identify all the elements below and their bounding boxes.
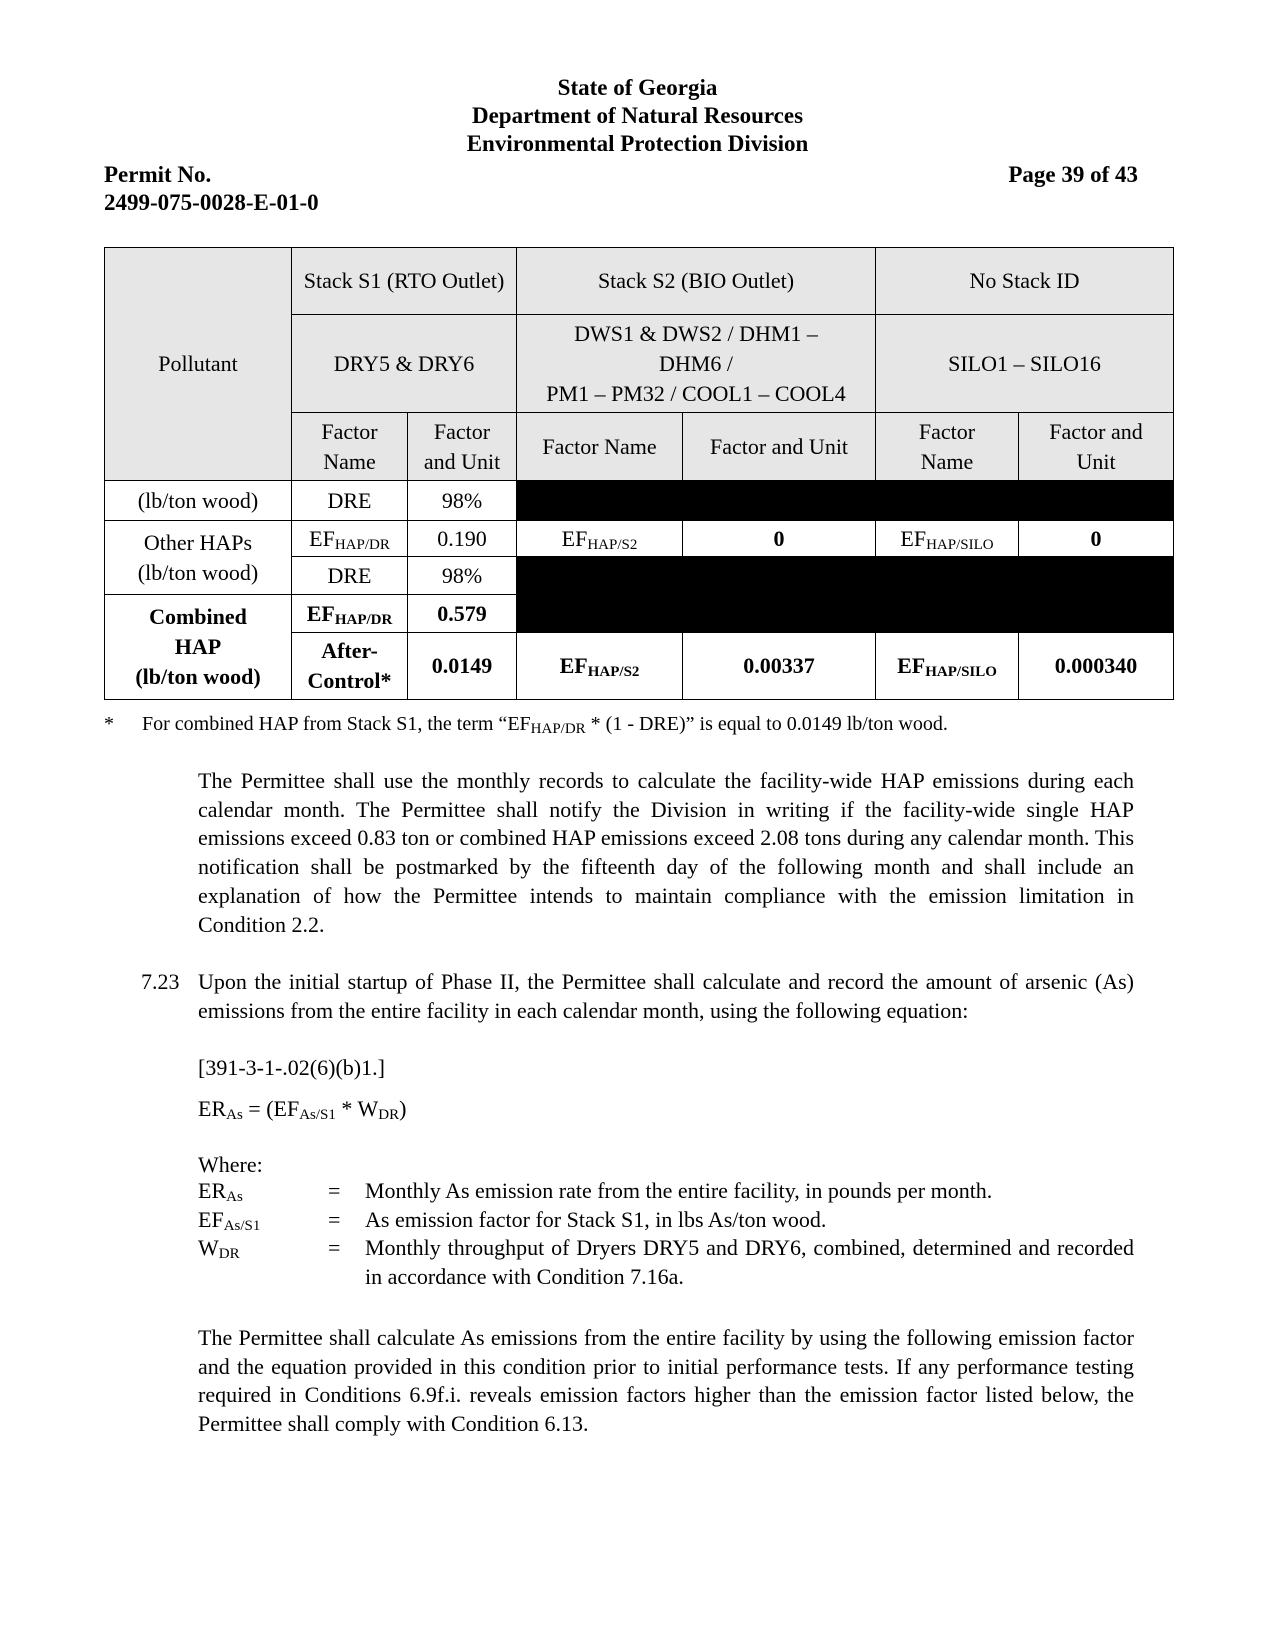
pollutant-cell <box>105 595 292 700</box>
factor-name-cell <box>876 633 1019 700</box>
variable-definition: Monthly throughput of Dryers DRY5 and DRY6, combined, determined and recorded in accordance with Condition 7.16a. <box>365 1235 1134 1289</box>
blank-cell <box>876 595 1019 633</box>
stack-s2-units-line: DHM6 / <box>659 350 733 376</box>
stack-s2-units-line: DWS1 & DWS2 / DHM1 – <box>574 320 818 346</box>
variable-definitions <box>198 1177 1134 1291</box>
factor-value-cell: 0.579 <box>408 595 517 633</box>
factor-value-cell: 98% <box>408 481 517 521</box>
page-number: Page 39 of 43 <box>1008 162 1138 187</box>
ef-subscript: HAP/DR <box>334 611 393 628</box>
symbol-text: EF <box>198 1206 224 1232</box>
footnote-text: * (1 - DRE)” is equal to 0.0149 lb/ton wood. <box>585 713 948 735</box>
stack-s2-units <box>517 315 876 413</box>
factor-value-cell: 98% <box>408 557 517 595</box>
stack-s1-units: DRY5 & DRY6 <box>292 315 517 413</box>
blank-cell <box>683 595 876 633</box>
blank-cell <box>1019 481 1174 521</box>
footnote-subscript: HAP/DR <box>530 721 586 737</box>
pollutant-cell: (lb/ton wood) <box>105 481 292 521</box>
ef-text: EF <box>897 653 926 678</box>
blank-cell <box>1019 595 1174 633</box>
equation-text: ) <box>399 1096 407 1121</box>
factor-name-cell <box>292 595 408 633</box>
variable-definition: Monthly As emission rate from the entire facility, in pounds per month. <box>365 1178 993 1203</box>
factor-value-cell: 0.000340 <box>1019 633 1174 700</box>
agency-header <box>0 74 1275 158</box>
ef-text: EF <box>559 653 588 678</box>
pollutant-line: (lb/ton wood) <box>137 559 259 585</box>
emission-factor-table <box>104 247 1174 700</box>
variable-symbol <box>198 1177 328 1206</box>
ef-subscript: HAP/S2 <box>587 536 638 553</box>
table-row <box>105 521 1174 557</box>
factor-name-cell: DRE <box>292 557 408 595</box>
silo-factor-unit-header <box>1019 413 1174 481</box>
arsenic-calculation-paragraph: The Permittee shall calculate As emissions from the entire facility by using the following emission factor and the equation provided in this condition prior to initial performance tests. If any performance testing required in Conditions 6.9f.i. reveals emission factors higher than the emission factor listed below, the Permittee shall comply with Condition 6.13. <box>198 1325 1134 1437</box>
variable-symbol <box>198 1206 328 1235</box>
variable-definition: As emission factor for Stack S1, in lbs As/ton wood. <box>365 1206 827 1232</box>
header-line: Factor <box>321 418 378 444</box>
definition-row <box>198 1177 1134 1206</box>
symbol-text: W <box>198 1235 219 1260</box>
where-label: Where: <box>198 1152 263 1177</box>
factor-value-cell: 0 <box>683 521 876 557</box>
definition-row <box>198 1234 1134 1291</box>
condition-citation: [391-3-1-.02(6)(b)1.] <box>198 1055 385 1080</box>
stack-s1-header: Stack S1 (RTO Outlet) <box>292 248 517 315</box>
pollutant-line: HAP <box>174 634 222 659</box>
permit-number: 2499-075-0028-E-01-0 <box>104 190 319 215</box>
variable-symbol <box>198 1234 328 1291</box>
factor-value-cell: 0 <box>1019 521 1174 557</box>
s1-factor-unit-header <box>408 413 517 481</box>
footnote-marker: * <box>104 713 114 735</box>
s1-factor-name-header <box>292 413 408 481</box>
table-footnote <box>104 712 948 736</box>
factor-name-cell: DRE <box>292 481 408 521</box>
permit-label: Permit No. <box>104 162 212 187</box>
header-state: State of Georgia <box>557 75 718 100</box>
ef-text: EF <box>561 525 588 551</box>
permit-block <box>104 161 319 217</box>
blank-cell <box>683 557 876 595</box>
hap-notification-paragraph: The Permittee shall use the monthly records to calculate the facility-wide HAP emissions during each calendar month. The Permittee shall notify the Division in writing if the facility-wide single HAP emissions exceed 0.83 ton or combined HAP emissions exceed 2.08 tons during any calendar month. This notification shall be postmarked by the fifteenth day of the following month and shall include an explanation of how the Permittee intends to maintain compliance with the emission limitation in Condition 2.2. <box>198 768 1134 937</box>
condition-number: 7.23 <box>141 969 180 994</box>
ef-subscript: HAP/SILO <box>925 664 997 680</box>
ef-text: EF <box>306 600 335 626</box>
no-stack-units: SILO1 – SILO16 <box>876 315 1174 413</box>
equation-subscript: As/S1 <box>299 1107 336 1123</box>
arsenic-equation <box>198 1095 406 1123</box>
equals-sign: = <box>328 1178 341 1203</box>
factor-name-cell <box>292 521 408 557</box>
definition-row <box>198 1206 1134 1235</box>
blank-cell <box>876 481 1019 521</box>
header-line: Factor and <box>1049 418 1143 444</box>
ef-text: EF <box>900 525 927 551</box>
blank-cell <box>1019 557 1174 595</box>
s2-factor-unit-header: Factor and Unit <box>683 413 876 481</box>
equation-subscript: As <box>226 1107 243 1123</box>
header-department: Department of Natural Resources <box>471 103 804 128</box>
stack-s2-units-line: PM1 – PM32 / COOL1 – COOL4 <box>546 380 846 406</box>
pollutant-cell <box>105 521 292 595</box>
stack-s2-header: Stack S2 (BIO Outlet) <box>517 248 876 315</box>
blank-cell <box>876 557 1019 595</box>
ef-subscript: HAP/SILO <box>926 536 994 553</box>
footnote-text: For combined HAP from Stack S1, the term “EF <box>142 713 531 735</box>
factor-value-cell: 0.190 <box>408 521 517 557</box>
header-line: Name <box>920 448 974 474</box>
blank-cell <box>517 595 683 633</box>
header-line: Factor <box>433 418 491 444</box>
header-line: Name <box>323 448 376 474</box>
no-stack-header: No Stack ID <box>876 248 1174 315</box>
equals-sign: = <box>328 1206 341 1232</box>
symbol-text: ER <box>198 1178 227 1203</box>
table-row <box>105 481 1174 521</box>
factor-name-cell <box>876 521 1019 557</box>
factor-name-cell <box>292 633 408 700</box>
pollutant-line: (lb/ton wood) <box>135 664 261 689</box>
header-line: Factor <box>918 418 976 444</box>
s2-factor-name-header: Factor Name <box>517 413 683 481</box>
factor-name-cell <box>517 521 683 557</box>
pollutant-line: Combined <box>149 604 247 629</box>
equals-sign: = <box>328 1235 341 1260</box>
equation-subscript: DR <box>378 1107 400 1123</box>
factor-value-cell: 0.0149 <box>408 633 517 700</box>
symbol-subscript: As/S1 <box>223 1217 261 1234</box>
pollutant-line: Other HAPs <box>143 529 253 555</box>
table-row <box>105 595 1174 633</box>
factor-value-cell: 0.00337 <box>683 633 876 700</box>
ef-subscript: HAP/S2 <box>587 664 640 680</box>
blank-cell <box>517 557 683 595</box>
after-control-line: After- <box>321 638 378 663</box>
pollutant-header: Pollutant <box>105 248 292 481</box>
ef-subscript: HAP/DR <box>334 536 390 553</box>
after-control-line: Control* <box>307 668 392 693</box>
blank-cell <box>517 481 683 521</box>
symbol-subscript: DR <box>218 1246 240 1262</box>
symbol-subscript: As <box>226 1189 243 1205</box>
header-division: Environmental Protection Division <box>466 131 809 156</box>
blank-cell <box>683 481 876 521</box>
ef-text: EF <box>309 525 335 551</box>
equation-text: * W <box>335 1096 379 1121</box>
equation-text: = (EF <box>242 1096 300 1121</box>
condition-text: Upon the initial startup of Phase II, the Permittee shall calculate and record the amount of arsenic (As) emissions from the entire facility in each calendar month, using the following equation: <box>198 969 1134 1023</box>
silo-factor-name-header <box>876 413 1019 481</box>
header-line: and Unit <box>423 448 501 474</box>
factor-name-cell <box>517 633 683 700</box>
header-line: Unit <box>1076 448 1116 474</box>
equation-text: ER <box>198 1096 227 1121</box>
